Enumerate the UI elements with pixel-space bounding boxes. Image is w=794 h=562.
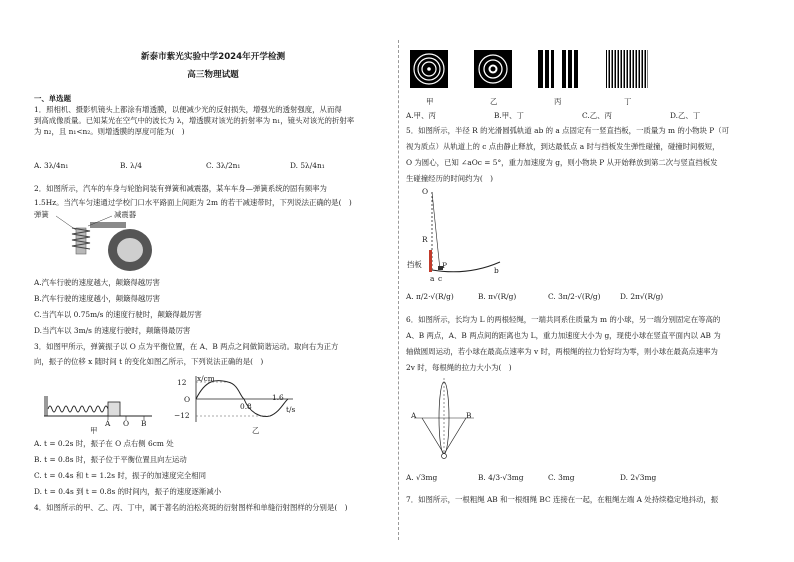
graph-ytop: 12 (177, 378, 187, 387)
figure-bing-slit (538, 50, 578, 88)
q4-option-c: C.乙、丙 (582, 111, 612, 120)
section-heading: 一、单选题 (34, 94, 71, 103)
figure-ding-fringes (606, 50, 648, 88)
rope-ball-figure (412, 376, 482, 462)
q1-option-b: B. λ/4 (120, 161, 143, 170)
figure-yi-rings (474, 50, 512, 88)
q1-stem-1: 1．照相机、摄影机镜头上都涂有增透膜，以便减少光的反射损失，增强光的透射强度，从而得 (34, 105, 342, 114)
label-a: a (430, 274, 435, 283)
q4-option-a: A.甲、丙 (406, 111, 436, 120)
q3-option-d: D. t = 0.4s 到 t = 0.8s 的时间内，振子的速度逐渐减小 (34, 487, 222, 496)
label-b: b (494, 266, 499, 275)
point-b: B (141, 419, 147, 428)
q5-option-a: A. π/2·√(R/g) (406, 292, 454, 301)
q7-stem: 7．如图所示，一根粗绳 AB 和一根细绳 BC 连接在一起，在粗绳左端 A 处持续稳定地抖动，振 (406, 495, 719, 504)
q5-option-c: C. 3π/2·√(R/g) (548, 292, 601, 301)
q4-label-bing: 丙 (554, 97, 562, 106)
q4-option-d: D.乙、丁 (670, 111, 701, 120)
spring-pointer (56, 216, 76, 230)
label-o: O (422, 187, 429, 196)
rope-b (444, 418, 466, 454)
exam-title: 新泰市紫光实验中学2024年开学检测 (140, 52, 286, 62)
label-c: c (438, 274, 443, 283)
right-column (406, 0, 768, 562)
spring (48, 406, 108, 412)
label-p: P (442, 261, 447, 270)
figure-jia-rings (410, 50, 448, 88)
q1-stem-3: 为 n₂，且 n₁<n₂。则增透膜的厚度可能为( ) (34, 127, 185, 136)
q5-stem-4: 生碰撞经历的时间约为( ) (406, 174, 494, 183)
q6-option-a: A. √3mg (406, 473, 438, 482)
label-rope-b: B (466, 411, 472, 420)
q1-stem-2: 到高成像质量。已知某光在空气中的波长为 λ，增透膜对该光的折射率为 n₁，镜头对该光的折射率 (34, 116, 355, 125)
q1-option-d: D. 5λ/4n₁ (290, 161, 325, 170)
graph-ylabel: x/cm (197, 374, 215, 383)
q6-stem-1: 6．如图所示，长均为 L 的两根轻绳，一端共同系住质量为 m 的小球，另一端分别固定在等高的 (406, 315, 721, 324)
q3-option-c: C. t = 0.4s 和 t = 1.2s 时，振子的加速度完全相同 (34, 471, 207, 480)
point-a: A (105, 419, 111, 428)
spring-label: 弹簧 (34, 210, 49, 219)
q2-option-c: C.当汽车以 0.75m/s 的速度行驶时，颠簸得最厉害 (34, 310, 202, 319)
q2-option-b: B.汽车行驶的速度越小，颠簸得越厉害 (34, 294, 161, 303)
q1-option-a: A. 3λ/4n₁ (34, 161, 69, 170)
label-rope-a: A (411, 411, 417, 420)
oscillator-figure (44, 392, 154, 422)
graph-origin: O (184, 395, 191, 404)
q6-option-b: B. 4/3·√3mg (478, 473, 524, 482)
q3-option-a: A. t = 0.2s 时，振子在 O 点右侧 6cm 处 (34, 439, 174, 448)
label-r: R (422, 235, 428, 244)
baffle (429, 250, 432, 272)
q6-option-d: D. 2√3mg (620, 473, 657, 482)
block (108, 402, 120, 416)
figure-jia-label: 甲 (90, 426, 98, 435)
q2-stem-1: 2．如图所示，汽车的车身与轮胎间装有弹簧和减震器，某车车身—弹簧系统的固有频率为 (34, 184, 327, 193)
label-baffle: 挡板 (407, 260, 422, 269)
q1-option-c: C. 3λ/2n₁ (206, 161, 241, 170)
q5-option-d: D. 2π√(R/g) (620, 292, 664, 301)
wall (44, 396, 48, 416)
q3-stem-1: 3．如图甲所示，弹簧振子以 O 点为平衡位置，在 A、B 两点之间做简谐运动。取向右为正方 (34, 342, 339, 351)
ball (442, 454, 447, 459)
q4-option-b: B.甲、丁 (494, 111, 524, 120)
wheel-rim (117, 238, 143, 262)
q2-option-a: A.汽车行驶的速度越大，颠簸得越厉害 (34, 278, 160, 287)
diffraction-figures (410, 50, 670, 90)
q3-option-b: B. t = 0.8s 时，振子位于平衡位置且向左运动 (34, 455, 187, 464)
q2-stem-2: 1.5Hz。当汽车匀速通过学校门口水平路面上间距为 2m 的若干减速带时，下列说法正确的是( ) (34, 198, 352, 207)
graph-ybottom: −12 (174, 411, 190, 420)
q6-stem-4: 2v 时，每根绳的拉力大小为( ) (406, 363, 512, 372)
damper-label: 减震器 (114, 210, 137, 219)
q4-label-jia: 甲 (426, 97, 434, 106)
q5-stem-2: 视为质点）从轨道上的 c 点由静止释放，到达最低点 a 时与挡板发生弹性碰撞，碰撞时间极短， (406, 142, 720, 151)
oc-line (432, 192, 440, 270)
graph-xlabel: t/s (286, 405, 296, 414)
point-o: O (123, 419, 130, 428)
suspension-figure (42, 208, 172, 273)
graph-tick1: 0.8 (240, 402, 252, 411)
exam-subtitle: 高三物理试题 (187, 70, 239, 80)
q6-stem-3: 轴做圆周运动，若小球在最高点速率为 v 时，两根绳的拉力恰好均为零，则小球在最高点速率为 (406, 347, 718, 356)
q6-option-c: C. 3mg (548, 473, 575, 482)
graph-tick2: 1.6 (272, 393, 284, 402)
q5-option-b: B. π√(R/g) (478, 292, 517, 301)
q4-stem: 4．如图所示的甲、乙、丙、丁中，属于著名的泊松亮斑的衍射图样和单缝衍射图样的分别是( ) (34, 503, 348, 512)
rope-a (422, 418, 444, 454)
q2-option-d: D.当汽车以 3m/s 的速度行驶时，颠簸得最厉害 (34, 326, 191, 335)
q5-stem-3: O 为圆心，已知 ∠aOc = 5°，重力加速度为 g，则小物块 P 从开始释放到第二次与竖直挡板发 (406, 158, 718, 167)
q4-label-yi: 乙 (490, 97, 498, 106)
left-column (34, 0, 392, 562)
q3-stem-2: 向，振子的位移 x 随时间 t 的变化如图乙所示，下列说法正确的是( ) (34, 357, 264, 366)
q6-stem-2: A、B 两点，A、B 两点间的距离也为 L，重力加速度大小为 g，现使小球在竖直平面内以 AB 为 (406, 331, 721, 340)
column-divider (398, 40, 399, 540)
figure-yi-label: 乙 (252, 426, 260, 435)
q5-stem-1: 5．如图所示，半径 R 的光滑圆弧轨道 ab 的 a 点固定有一竖直挡板，一质量为 m 的小物块 P（可 (406, 126, 730, 135)
q4-label-ding: 丁 (624, 97, 632, 106)
